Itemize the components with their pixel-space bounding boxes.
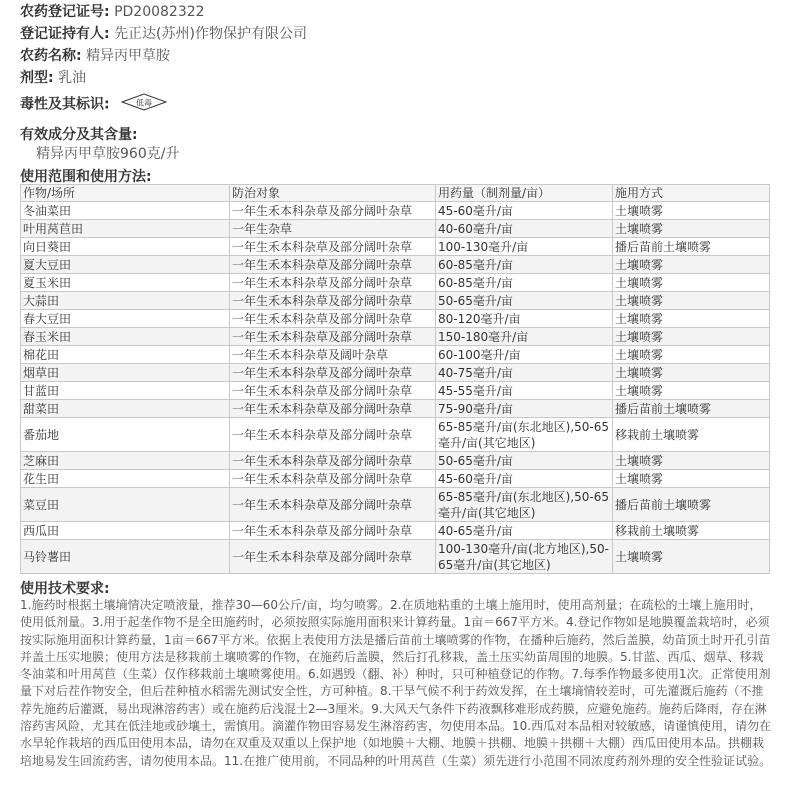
formulation-label: 剂型:	[20, 70, 54, 86]
target-cell: 一年生禾本科杂草及部分阔叶杂草	[230, 522, 436, 540]
table-row	[21, 400, 770, 418]
table-row	[21, 256, 770, 274]
method-cell: 土壤喷雾	[613, 364, 770, 382]
crop-cell: 叶用莴苣田	[21, 220, 230, 238]
method-cell: 土壤喷雾	[613, 346, 770, 364]
method-cell: 土壤喷雾	[613, 382, 770, 400]
crop-cell: 甜菜田	[21, 400, 230, 418]
target-cell: 一年生禾本科杂草及部分阔叶杂草	[230, 540, 436, 574]
dosage-cell: 150-180毫升/亩	[436, 328, 613, 346]
dosage-cell: 40-65毫升/亩	[436, 522, 613, 540]
crop-cell: 向日葵田	[21, 238, 230, 256]
crop-cell: 大蒜田	[21, 292, 230, 310]
method-cell: 播后苗前土壤喷雾	[613, 400, 770, 418]
usage-table-header	[21, 185, 770, 202]
target-cell: 一年生禾本科杂草及部分阔叶杂草	[230, 310, 436, 328]
dosage-cell: 100-130毫升/亩	[436, 238, 613, 256]
crop-cell: 西瓜田	[21, 522, 230, 540]
col-header-dosage: 用药量（制剂量/亩）	[436, 185, 613, 202]
dosage-cell: 40-60毫升/亩	[436, 220, 613, 238]
method-cell: 土壤喷雾	[613, 220, 770, 238]
crop-cell: 冬油菜田	[21, 202, 230, 220]
cert-holder-row	[20, 25, 307, 43]
target-cell: 一年生禾本科杂草及部分阔叶杂草	[230, 400, 436, 418]
table-row	[21, 470, 770, 488]
pesticide-name-label: 农药名称:	[20, 48, 82, 64]
method-cell: 土壤喷雾	[613, 292, 770, 310]
technical-heading: 使用技术要求:	[20, 581, 110, 597]
table-row	[21, 220, 770, 238]
dosage-cell: 60-85毫升/亩	[436, 256, 613, 274]
formulation-row	[20, 69, 86, 87]
crop-cell: 夏玉米田	[21, 274, 230, 292]
crop-cell: 烟草田	[21, 364, 230, 382]
table-row	[21, 202, 770, 220]
table-row	[21, 522, 770, 540]
dosage-cell: 60-85毫升/亩	[436, 274, 613, 292]
table-row	[21, 452, 770, 470]
target-cell: 一年生禾本科杂草及部分阔叶杂草	[230, 470, 436, 488]
dosage-cell: 65-85毫升/亩(东北地区),50-65毫升/亩(其它地区)	[436, 418, 613, 452]
crop-cell: 菜豆田	[21, 488, 230, 522]
table-row	[21, 328, 770, 346]
method-cell: 土壤喷雾	[613, 202, 770, 220]
cert-number-label: 农药登记证号:	[20, 4, 110, 20]
method-cell: 土壤喷雾	[613, 256, 770, 274]
target-cell: 一年生禾本科杂草及部分阔叶杂草	[230, 364, 436, 382]
usage-heading: 使用范围和使用方法:	[20, 169, 152, 185]
crop-cell: 番茄地	[21, 418, 230, 452]
technical-requirements-text: 1.施药时根据土壤墒情决定喷液量，推荐30—60公斤/亩，均匀喷雾。2.在质地粘重的土壤上施用时，使用高剂量；在疏松的土壤上施用时，使用低剂量。3.用于起垄作物不是全田施药时，必须按照实际施用面积来计算药量。1亩＝667平方米。4.登记作物如是地膜覆盖栽培时，必须按实际施用面积计算药量，1亩＝667平方米。依据上表使用方法是播后苗前土壤喷雾的作物，在播种后施药，然后盖膜，幼苗顶土时开孔引苗并盖土压实地膜；使用方法是移栽前土壤喷雾的作物，在施药后盖膜，然后打孔移栽，盖土压实幼苗周围的地膜。5.甘蓝、西瓜、烟草、移栽冬油菜和叶用莴苣（生菜）仅作移栽前土壤喷雾使用。6.如遇毁（翻、补）种时，只可种植登记的作物。7.每季作物最多使用1次。正常使用剂量下对后茬作物安全，但后茬种植水稻需先测试安全性，方可种植。8.干旱气候不利于药效发挥，在土壤墒情较差时，可先灌溉后施药（不推荐先施药后灌溉，易出现淋溶药害）或在施药后浅混土2—3厘米。9.大风天气条件下药液飘移难形成药膜，应避免施药。施药后降雨，存在淋溶药害风险，尤其在低洼地或砂壤土，需慎用。滴灌作物田容易发生淋溶药害，勿使用本品。10.西瓜对本品相对较敏感，请谨慎使用，请勿在水旱轮作栽培的西瓜田使用本品，请勿在双重及双重以上保护地（如地膜＋大棚、地膜＋拱棚、地膜＋拱棚＋大棚）西瓜田使用本品。拱棚栽培地易发生回流药害，请勿使用本品。11.在推广使用前，不同品种的叶用莴苣（生菜）须先进行小范围不同浓度药剂外理的安全性验证试验。	[20, 598, 772, 768]
col-header-crop: 作物/场所	[21, 185, 230, 202]
target-cell: 一年生禾本科杂草及部分阔叶杂草	[230, 488, 436, 522]
method-cell: 播后苗前土壤喷雾	[613, 488, 770, 522]
crop-cell: 春玉米田	[21, 328, 230, 346]
table-row	[21, 418, 770, 452]
cert-holder-value: 先正达(苏州)作物保护有限公司	[114, 26, 307, 42]
target-cell: 一年生禾本科杂草及部分阔叶杂草	[230, 238, 436, 256]
method-cell: 土壤喷雾	[613, 470, 770, 488]
dosage-cell: 45-55毫升/亩	[436, 382, 613, 400]
method-cell: 土壤喷雾	[613, 452, 770, 470]
toxicity-row	[20, 92, 168, 117]
method-cell: 土壤喷雾	[613, 328, 770, 346]
usage-table	[20, 184, 770, 574]
cert-number-value: PD20082322	[114, 4, 205, 20]
table-row	[21, 310, 770, 328]
dosage-cell: 40-75毫升/亩	[436, 364, 613, 382]
table-row	[21, 540, 770, 574]
pesticide-name-row	[20, 47, 170, 65]
crop-cell: 芝麻田	[21, 452, 230, 470]
dosage-cell: 100-130毫升/亩(北方地区),50-65毫升/亩(其它地区)	[436, 540, 613, 574]
target-cell: 一年生禾本科杂草及阔叶杂草	[230, 346, 436, 364]
target-cell: 一年生禾本科杂草及部分阔叶杂草	[230, 202, 436, 220]
cert-holder-label: 登记证持有人:	[20, 26, 110, 42]
table-row	[21, 292, 770, 310]
table-row	[21, 382, 770, 400]
table-row	[21, 346, 770, 364]
method-cell: 土壤喷雾	[613, 540, 770, 574]
method-cell: 土壤喷雾	[613, 274, 770, 292]
col-header-method: 施用方式	[613, 185, 770, 202]
dosage-cell: 50-65毫升/亩	[436, 292, 613, 310]
crop-cell: 棉花田	[21, 346, 230, 364]
pesticide-name-value: 精异丙甲草胺	[86, 48, 171, 64]
target-cell: 一年生禾本科杂草及部分阔叶杂草	[230, 256, 436, 274]
target-cell: 一年生杂草	[230, 220, 436, 238]
table-row	[21, 274, 770, 292]
target-cell: 一年生禾本科杂草及部分阔叶杂草	[230, 328, 436, 346]
crop-cell: 马铃薯田	[21, 540, 230, 574]
dosage-cell: 45-60毫升/亩	[436, 470, 613, 488]
crop-cell: 春大豆田	[21, 310, 230, 328]
dosage-cell: 65-85毫升/亩(东北地区),50-65毫升/亩(其它地区)	[436, 488, 613, 522]
target-cell: 一年生禾本科杂草及部分阔叶杂草	[230, 418, 436, 452]
crop-cell: 甘蓝田	[21, 382, 230, 400]
formulation-value: 乳油	[58, 70, 87, 86]
col-header-target: 防治对象	[230, 185, 436, 202]
low-toxicity-mark-icon	[120, 92, 168, 117]
dosage-cell: 50-65毫升/亩	[436, 452, 613, 470]
dosage-cell: 80-120毫升/亩	[436, 310, 613, 328]
crop-cell: 夏大豆田	[21, 256, 230, 274]
crop-cell: 花生田	[21, 470, 230, 488]
dosage-cell: 60-100毫升/亩	[436, 346, 613, 364]
target-cell: 一年生禾本科杂草及部分阔叶杂草	[230, 452, 436, 470]
method-cell: 移栽前土壤喷雾	[613, 418, 770, 452]
method-cell: 播后苗前土壤喷雾	[613, 238, 770, 256]
target-cell: 一年生禾本科杂草及部分阔叶杂草	[230, 382, 436, 400]
cert-number-row	[20, 3, 205, 21]
table-row	[21, 364, 770, 382]
toxicity-label: 毒性及其标识:	[20, 96, 110, 113]
toxicity-mark-text: 低毒	[136, 98, 153, 108]
target-cell: 一年生禾本科杂草及部分阔叶杂草	[230, 292, 436, 310]
method-cell: 土壤喷雾	[613, 310, 770, 328]
dosage-cell: 75-90毫升/亩	[436, 400, 613, 418]
table-row	[21, 488, 770, 522]
table-row	[21, 238, 770, 256]
dosage-cell: 45-60毫升/亩	[436, 202, 613, 220]
target-cell: 一年生禾本科杂草及部分阔叶杂草	[230, 274, 436, 292]
ingredient-heading: 有效成分及其含量:	[20, 127, 138, 143]
method-cell: 移栽前土壤喷雾	[613, 522, 770, 540]
ingredient-value: 精异丙甲草胺960克/升	[36, 146, 180, 162]
